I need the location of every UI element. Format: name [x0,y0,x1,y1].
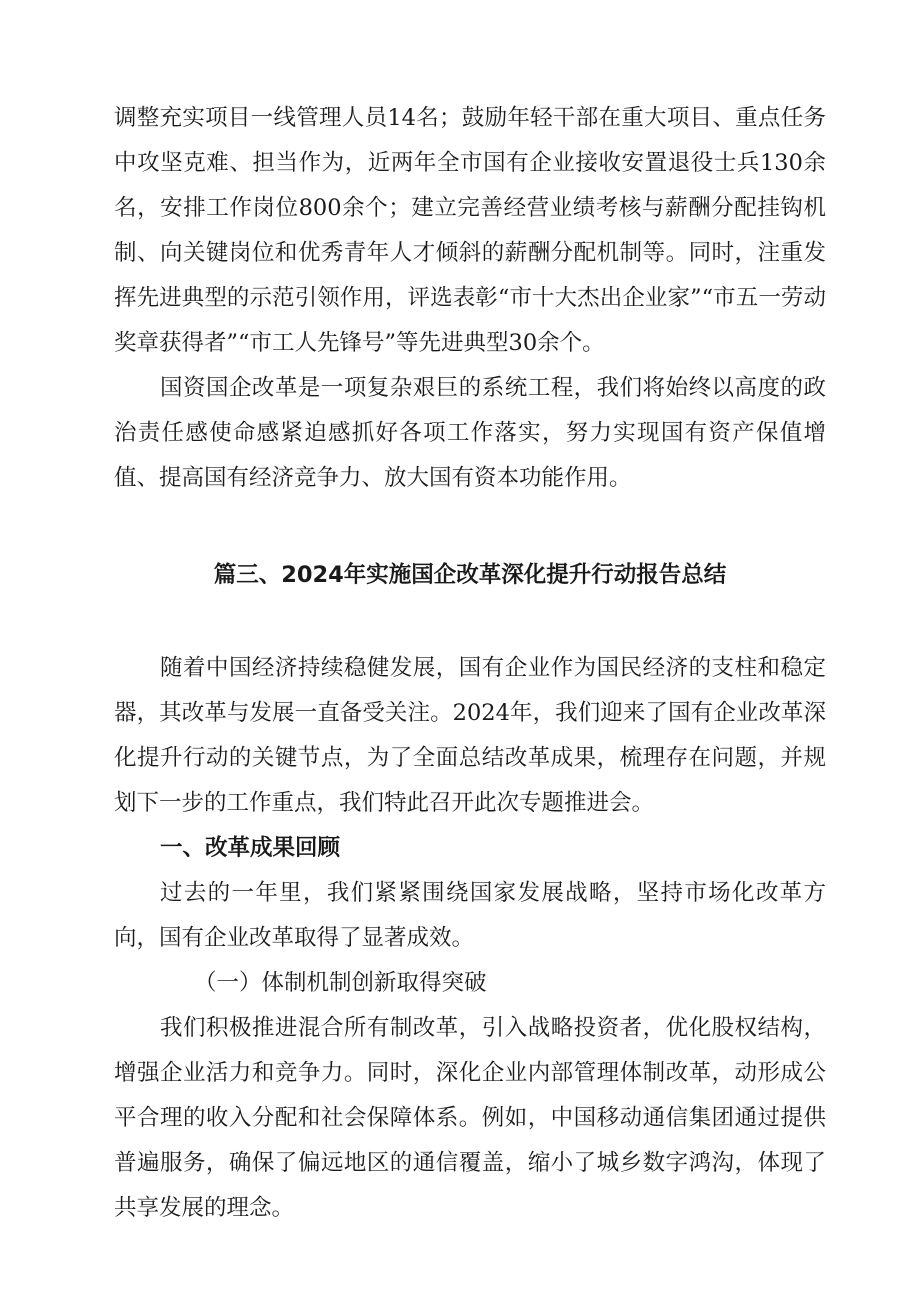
section-title: 篇三、2024年实施国企改革深化提升行动报告总结 [213,562,727,588]
body-paragraph-conclusion: 国资国企改革是一项复杂艰巨的系统工程，我们将始终以高度的政治责任感使命感紧迫感抓好各项工作落实，努力实现国有资产保值增值、提高国有经济竞争力、放大国有资本功能作用。 [114,375,826,491]
heading-level-2: （一）体制机制创新取得突破 [194,970,487,996]
intro-paragraph: 随着中国经济持续稳健发展，国有企业作为国民经济的支柱和稳定器，其改革与发展一直备受关注。2024年，我们迎来了国有企业改革深化提升行动的关键节点，为了全面总结改革成果，梳理存在问题，并规划下一步的工作重点，我们特此召开此次专题推进会。 [114,655,826,816]
heading-level-1: 一、改革成果回顾 [160,835,341,861]
heading-2-paragraph: 我们积极推进混合所有制改革，引入战略投资者，优化股权结构，增强企业活力和竞争力。同时，深化企业内部管理体制改革，动形成公平合理的收入分配和社会保障体系。例如，中国移动通信集团通过提供普遍服务，确保了偏远地区的通信覆盖，缩小了城乡数字鸿沟，体现了共享发展的理念。 [114,1015,826,1221]
body-paragraph-continued: 调整充实项目一线管理人员14名；鼓励年轻干部在重大项目、重点任务中攻坚克难、担当作为，近两年全市国有企业接收安置退役士兵130余名，安排工作岗位800余个；建立完善经营业绩考核与薪酬分配挂钩机制、向关键岗位和优秀青年人才倾斜的薪酬分配机制等。同时，注重发挥先进典型的示范引领作用，评选表彰“市十大杰出企业家”“市五一劳动奖章获得者”“市工人先锋号”等先进典型30余个。 [114,105,826,356]
heading-1-paragraph: 过去的一年里，我们紧紧围绕国家发展战略，坚持市场化改革方向，国有企业改革取得了显著成效。 [114,880,826,951]
